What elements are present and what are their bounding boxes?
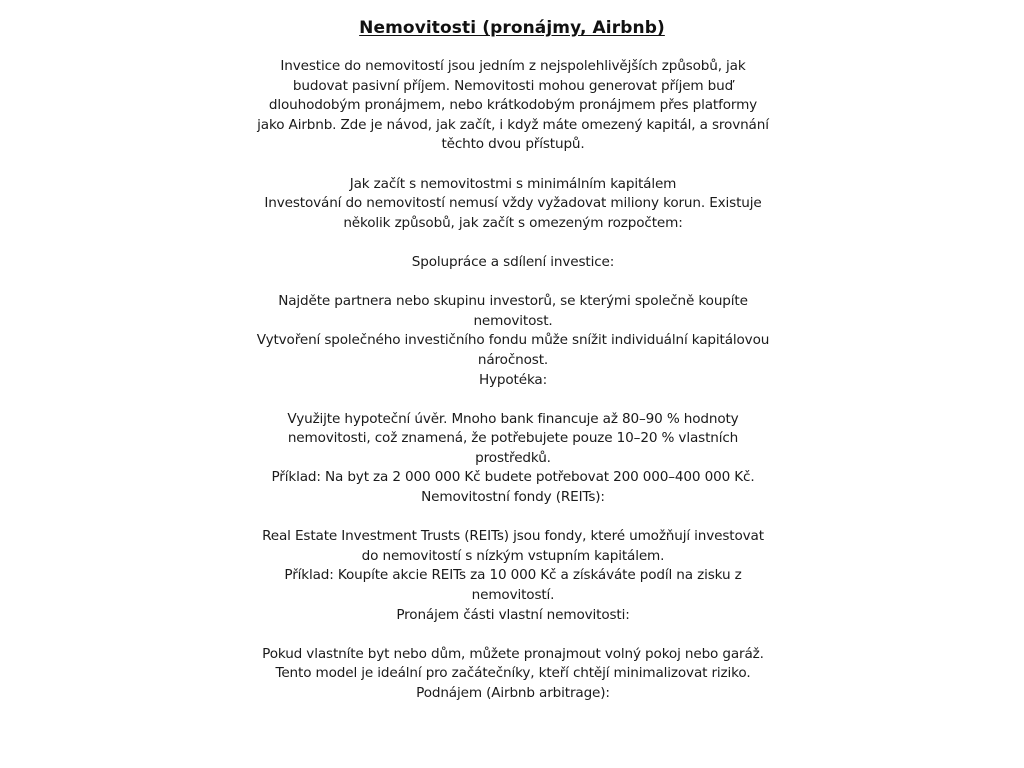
spacer bbox=[256, 508, 770, 528]
method-point: Real Estate Investment Trusts (REITs) jsou fondy, které umožňují investovat do nemovitostí s nízkým vstupním kapitálem. bbox=[262, 528, 764, 564]
spacer bbox=[256, 273, 770, 293]
method-point: Příklad: Koupíte akcie REITs za 10 000 Kč a získáváte podíl na zisku z nemovitostí. bbox=[284, 567, 742, 604]
method-point: Tento model je ideální pro začátečníky, kteří chtějí minimalizovat riziko. bbox=[275, 665, 751, 682]
method-point: Využijte hypoteční úvěr. Mnoho bank financuje až 80–90 % hodnoty nemovitosti, což znamená, že potřebujete pouze 10–20 % vlastních prostředků. bbox=[287, 410, 739, 466]
method-heading-cooperation: Spolupráce a sdílení investice: bbox=[411, 253, 615, 270]
section-heading: Jak začít s nemovitostmi s minimálním kapitálem bbox=[349, 175, 677, 192]
spacer bbox=[256, 390, 770, 410]
spacer bbox=[256, 625, 770, 645]
document-title: Nemovitosti (pronájmy, Airbnb) bbox=[359, 18, 665, 38]
intro-paragraph: Investice do nemovitostí jsou jedním z nejspolehlivějších způsobů, jak budovat pasivní příjem. Nemovitosti mohou generovat příjem buď dlouhodobým pronájmem, nebo krátkodobým pronájmem přes platformy jako Airbnb. Zde je návod, jak začít, i když máte omezený kapitál, a srovnání těchto dvou přístupů. bbox=[257, 58, 769, 153]
document-body bbox=[256, 57, 770, 704]
method-point: Příklad: Na byt za 2 000 000 Kč budete potřebovat 200 000–400 000 Kč. bbox=[271, 469, 755, 486]
method-heading-airbnb-arbitrage: Podnájem (Airbnb arbitrage): bbox=[416, 685, 610, 701]
method-heading-partial-rental: Pronájem části vlastní nemovitosti: bbox=[396, 606, 630, 623]
spacer bbox=[256, 233, 770, 253]
method-point: Pokud vlastníte byt nebo dům, můžete pronajmout volný pokoj nebo garáž. bbox=[262, 645, 764, 662]
method-heading-reits: Nemovitostní fondy (REITs): bbox=[421, 489, 605, 506]
method-point: Najděte partnera nebo skupinu investorů, se kterými společně koupíte nemovitost. bbox=[278, 293, 748, 329]
method-point: Vytvoření společného investičního fondu může snížit individuální kapitálovou náročnost. bbox=[256, 332, 770, 368]
spacer bbox=[256, 155, 770, 175]
method-heading-mortgage: Hypotéka: bbox=[478, 371, 548, 388]
section-intro: Investování do nemovitostí nemusí vždy vyžadovat miliony korun. Existuje několik způsobů, jak začít s omezeným rozpočtem: bbox=[264, 195, 762, 231]
